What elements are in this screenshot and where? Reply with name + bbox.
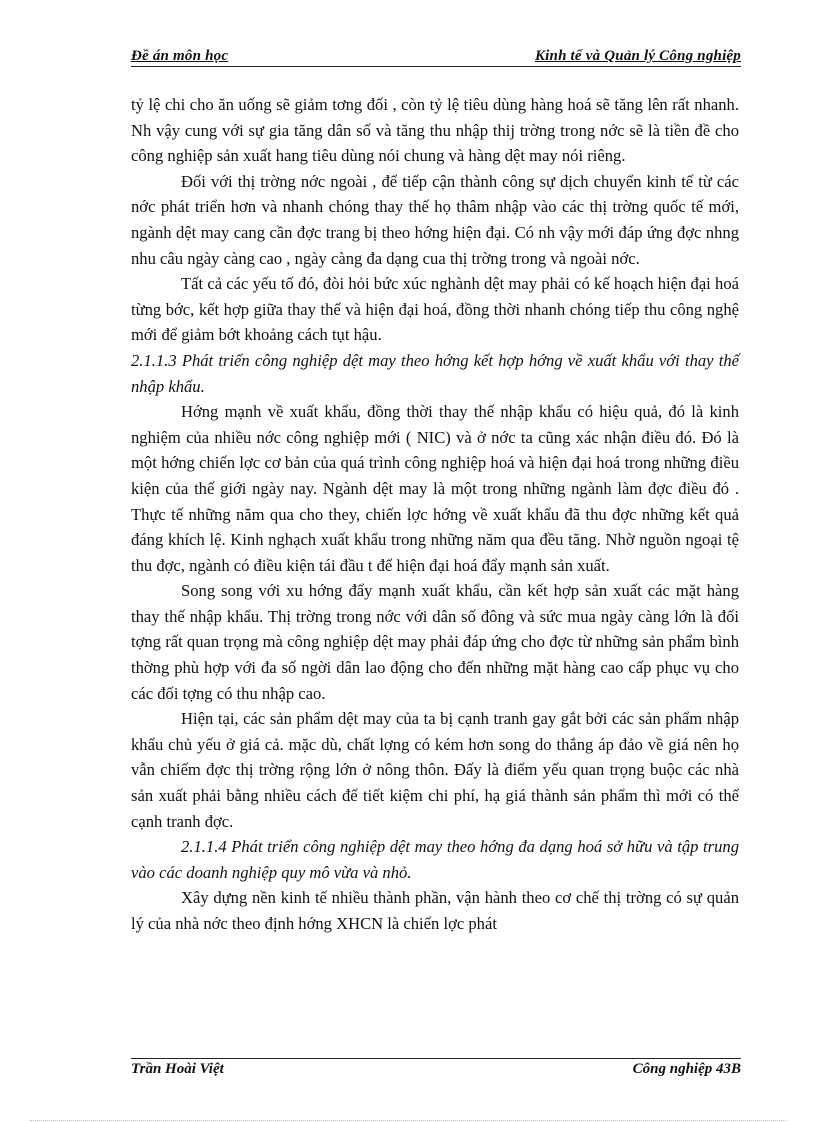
- paragraph-modernization: Tất cả các yếu tố đó, đòi hỏi bức xúc nghành dệt may phải có kế hoạch hiện đại hoá từng bớc, kết hợp giữa thay thế và hiện đại hoá, đồng thời nhanh chóng tiếp thu công nghệ mới để giảm bớt khoảng cách tụt hậu.: [131, 274, 739, 345]
- section-heading-2-1-1-4: 2.1.1.4 Phát triển công nghiệp dệt may theo hớng đa dạng hoá sở hữu và tập trung vào các doanh nghiệp quy mô vừa và nhỏ.: [131, 837, 739, 882]
- page-header: [131, 46, 741, 67]
- paragraph-continuation: tỷ lệ chi cho ăn uống sẽ giảm tơng đối , còn tỷ lệ tiêu dùng hàng hoá sẽ tăng lên rất nhanh. Nh vậy cung với sự gia tăng dân số và tăng thu nhập thij trờng trong nớc sẽ là tiền đề cho công nghiệp sản xuất hang tiêu dùng nói chung và hàng dệt may nói riêng.: [131, 95, 739, 166]
- paragraph-foreign-market: Đối với thị trờng nớc ngoài , để tiếp cận thành công sự dịch chuyển kinh tế từ các nớc phát triển hơn và nhanh chóng thay thế họ thâm nhập vào các thị trờng quốc tế mới, ngành dệt may cang cần đợc trang bị theo hớng hiện đại. Có nh vậy mới đáp ứng đợc nhng nhu câu ngày càng cao , ngày càng đa dạng cua thị trờng trong và ngoài nớc.: [131, 171, 739, 268]
- footer-author: Trần Hoài Việt: [131, 1061, 224, 1077]
- header-subject: Kinh tế và Quản lý Công nghiệp: [534, 48, 741, 64]
- paragraph-competition: Hiện tại, các sản phẩm dệt may của ta bị cạnh tranh gay gắt bởi các sản phẩm nhập khẩu chủ yếu ở giá cả. mặc dù, chất lợng có kém hơn song do thắng áp đảo về giá nên họ vẫn chiếm đợc thị trờng rộng lớn ở nông thôn. Đấy là điểm yếu quan trọng buộc các nhà sản xuất phải bằng nhiều cách để tiết kiệm chi phí, hạ giá thành sản phẩm thì mới có thể cạnh tranh đợc.: [131, 709, 739, 831]
- paragraph-multi-sector: Xây dựng nền kinh tế nhiều thành phần, vận hành theo cơ chế thị trờng có sự quản lý của nhà nớc theo định hớng XHCN là chiến lợc phát: [131, 888, 739, 933]
- page-edge-divider: [30, 1120, 786, 1121]
- body-text: [131, 92, 739, 937]
- paragraph-export-orientation: Hớng mạnh về xuất khẩu, đồng thời thay thế nhập khẩu có hiệu quả, đó là kinh nghiệm của nhiều nớc công nghiệp mới ( NIC) và ở nớc ta cũng xác nhận điều đó. Đó là một hớng chiến lợc cơ bản của quá trình công nghiệp hoá và hiện đại hoá trong những điều kiện của thế giới ngày nay. Ngành dệt may là một trong những ngành làm đợc điều đó . Thực tế những năm qua cho they, chiến lợc hớng về xuất khẩu đã thu đợc những kết quả đáng khích lệ. Kinh nghạch xuất khẩu trong những năm qua đều tăng. Nhờ nguồn ngoại tệ thu đợc, ngành có điều kiện tái đầu t để hiện đại hoá đẩy mạnh sản xuất.: [131, 402, 739, 575]
- footer-class: Công nghiệp 43B: [632, 1061, 741, 1077]
- paragraph-import-substitution: Song song với xu hớng đẩy mạnh xuất khẩu, cần kết hợp sản xuất các mặt hàng thay thế nhập khẩu. Thị trờng trong nớc với dân số đông và sức mua ngày càng lớn là đối tợng rất quan trọng mà công nghiệp dệt may phải đáp ứng cho đợc từ những sản phẩm bình thờng phù hợp với đa số ngời dân lao động cho đến những mặt hàng cao cấp phục vụ cho các đối tợng có thu nhập cao.: [131, 581, 739, 703]
- section-heading-2-1-1-3: 2.1.1.3 Phát triển công nghiệp dệt may theo hớng kết hợp hớng về xuất khẩu với thay thế nhập khẩu.: [131, 350, 739, 396]
- header-course-title: Đề án môn học: [131, 48, 229, 64]
- page-footer: [131, 1058, 741, 1075]
